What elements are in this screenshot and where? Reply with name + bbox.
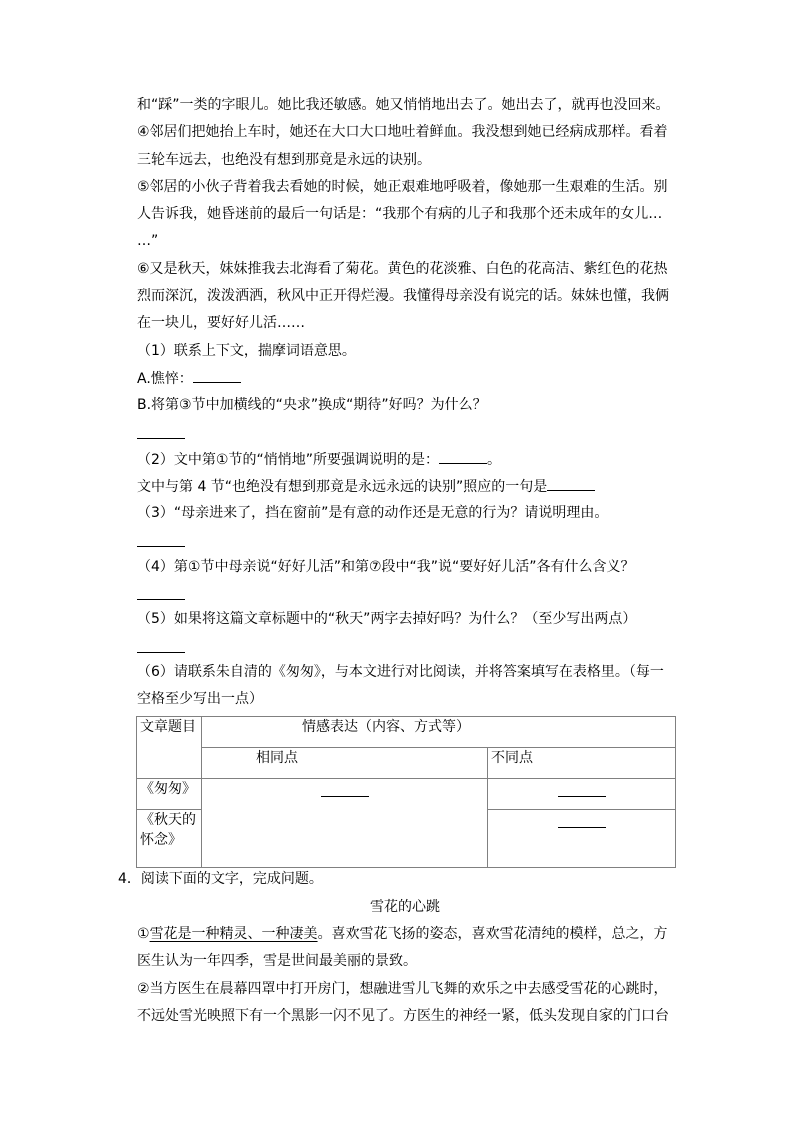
passage-line: ②当方医生在晨幕四罩中打开房门，想融进雪儿飞舞的欢乐之中去感受雪花的心跳时， (137, 981, 668, 997)
section-4-intro: 4．阅读下面的文字，完成问题。 (118, 871, 323, 887)
answer-blank[interactable] (137, 437, 185, 439)
passage-line: ⑥又是秋天，妹妹推我去北海看了菊花。黄色的花淡雅、白色的花高洁、紫红色的花热 (137, 261, 668, 277)
answer-blank[interactable] (137, 651, 185, 653)
passage-line-rest: 。喜欢雪花飞扬的姿态，喜欢雪花清纯的模样，总之，方 (317, 926, 668, 942)
passage-line: 烈而深沉，泼泼洒洒，秋风中正开得烂漫。我懂得母亲没有说完的话。妹妹也懂，我俩 (137, 288, 669, 304)
table-row-title (137, 810, 202, 868)
passage-line: 医生认为一年四季，雪是世间最美丽的景致。 (137, 953, 417, 969)
answer-blank[interactable] (558, 817, 606, 828)
question-2-line2-text: 文中与第 4 节“也绝没有想到那竟是永远永远的诀别”照应的一句是 (137, 479, 548, 495)
passage-line: 三轮车远去，也绝没有想到那竟是永远的诀别。 (137, 152, 431, 168)
question-6-line2: 空格至少写出一点） (137, 691, 263, 707)
answer-blank[interactable] (558, 786, 606, 797)
passage-line: 和“踩”一类的字眼儿。她比我还敏感。她又悄悄地出去了。她出去了，就再也没回来。 (137, 97, 670, 113)
question-4: （4）第①节中母亲说“好好儿活”和第⑦段中“我”说“要好好儿活”各有什么含义？ (137, 559, 635, 575)
question-2 (137, 449, 501, 470)
passage-line: 在一块儿，要好好儿活…… (137, 315, 305, 331)
answer-blank[interactable] (547, 476, 595, 491)
table-row-title-line2: 怀念》 (140, 832, 182, 848)
underlined-phrase: 雪花是一种精灵、一种凄美 (149, 926, 318, 942)
table-header-emotion: 情感表达（内容、方式等） (202, 717, 676, 748)
question-3: （3）“母亲进来了，挡在窗前”是有意的动作还是无意的行为？请说明理由。 (137, 505, 609, 521)
answer-blank[interactable] (137, 545, 185, 547)
paragraph-number: ① (137, 926, 150, 942)
table-cell-diff[interactable] (488, 810, 676, 868)
table-header-diff: 不同点 (488, 748, 676, 779)
answer-blank[interactable] (439, 449, 487, 464)
answer-blank[interactable] (193, 368, 241, 383)
table-row-title: 《匆匆》 (137, 779, 202, 810)
answer-blank[interactable] (321, 786, 369, 797)
question-5: （5）如果将这篇文章标题中的“秋天”两字去掉好吗？为什么？（至少写出两点） (137, 611, 637, 627)
table-header-title: 文章题目 (137, 717, 202, 779)
question-1: （1）联系上下文，揣摩词语意思。 (137, 343, 356, 359)
passage-title: 雪花的心跳 (370, 899, 440, 915)
passage-line: ⑤邻居的小伙子背着我去看她的时候，她正艰难地呼吸着，像她那一生艰难的生活。别 (137, 179, 668, 195)
answer-blank[interactable] (137, 598, 185, 600)
table-cell-diff[interactable] (488, 779, 676, 810)
table-cell-same[interactable] (202, 779, 488, 868)
question-1a-text: A.憔悴： (137, 371, 193, 387)
passage-line: 人告诉我，她昏迷前的最后一句话是：“我那个有病的儿子和我那个还未成年的女儿… (137, 206, 663, 222)
question-2-line2 (137, 476, 595, 497)
question-1b: B.将第③节中加横线的“央求”换成“期待”好吗？为什么？ (137, 397, 487, 413)
comparison-table (136, 716, 676, 868)
question-1a (137, 368, 241, 389)
passage-line: ④邻居们把她抬上车时，她还在大口大口地吐着鲜血。我没想到她已经病成那样。看着 (137, 124, 668, 140)
passage-line (137, 924, 668, 944)
table-header-same: 相同点 (202, 748, 488, 779)
passage-line: 不远处雪光映照下有一个黑影一闪不见了。方医生的神经一紧，低头发现自家的门口台 (137, 1008, 669, 1024)
question-6: （6）请联系朱自清的《匆匆》，与本文进行对比阅读，并将答案填写在表格里。（每一 (137, 664, 664, 680)
question-2-period: 。 (486, 452, 501, 468)
question-2-text: （2）文中第①节的“悄悄地”所要强调说明的是： (137, 452, 439, 468)
table-row-title-line1: 《秋天的 (140, 812, 196, 828)
passage-line: …” (137, 233, 159, 249)
